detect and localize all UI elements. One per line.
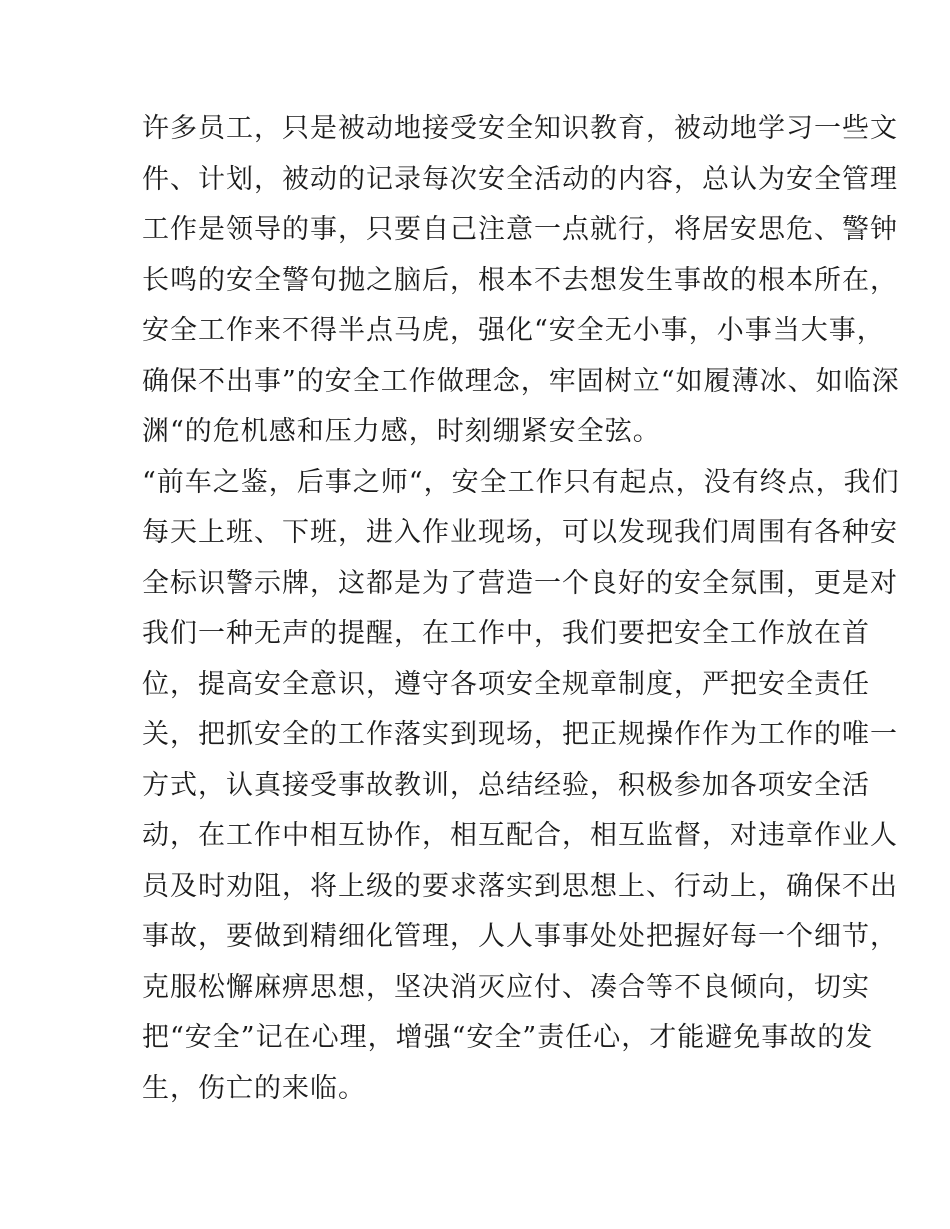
text-line: 位，提高安全意识，遵守各项安全规章制度，严把安全责任 xyxy=(142,668,870,700)
text-line: 确保不出事”的安全工作做理念，牢固树立“如履薄冰、如临深 xyxy=(142,365,900,397)
text-line: 生，伤亡的来临。 xyxy=(142,1072,366,1104)
text-line: 工作是领导的事，只要自己注意一点就行，将居安思危、警钟 xyxy=(142,214,898,245)
text-line: 每天上班、下班，进入作业现场，可以发现我们周围有各种安 xyxy=(142,517,898,548)
text-line: 方式，认真接受事故教训，总结经验，积极参加各项安全活 xyxy=(142,769,870,801)
text-line: 全标识警示牌，这都是为了营造一个良好的安全氛围，更是对 xyxy=(142,567,898,599)
paragraph-2 xyxy=(142,458,900,1115)
text-line: 事故，要做到精细化管理，人人事事处处把握好每一个细节， xyxy=(142,921,898,952)
text-line: 关，把抓安全的工作落实到现场，把正规操作作为工作的唯一 xyxy=(142,719,898,750)
text-line: “前车之鉴，后事之师“，安全工作只有起点，没有终点，我们 xyxy=(142,466,900,498)
text-line: 动，在工作中相互协作，相互配合，相互监督，对违章作业人 xyxy=(142,820,898,851)
text-line: 渊“的危机感和压力感，时刻绷紧安全弦。 xyxy=(142,416,661,447)
paragraph-1 xyxy=(142,104,900,458)
text-line: 长鸣的安全警句抛之脑后，根本不去想发生事故的根本所在， xyxy=(142,264,898,296)
text-line: 员及时劝阻，将上级的要求落实到思想上、行动上，确保不出 xyxy=(142,870,898,902)
document-body xyxy=(142,104,900,1114)
text-line: 把“安全”记在心理，增强“安全”责任心，才能避免事故的发 xyxy=(142,1022,874,1053)
text-line: 件、计划，被动的记录每次安全活动的内容，总认为安全管理 xyxy=(142,163,898,195)
text-line: 我们一种无声的提醒，在工作中，我们要把安全工作放在首 xyxy=(142,618,870,649)
text-line: 安全工作来不得半点马虎，强化“安全无小事，小事当大事， xyxy=(142,315,885,346)
text-line: 许多员工，只是被动地接受安全知识教育，被动地学习一些文 xyxy=(142,113,898,144)
text-line: 克服松懈麻痹思想，坚决消灭应付、凑合等不良倾向，切实 xyxy=(142,971,870,1003)
